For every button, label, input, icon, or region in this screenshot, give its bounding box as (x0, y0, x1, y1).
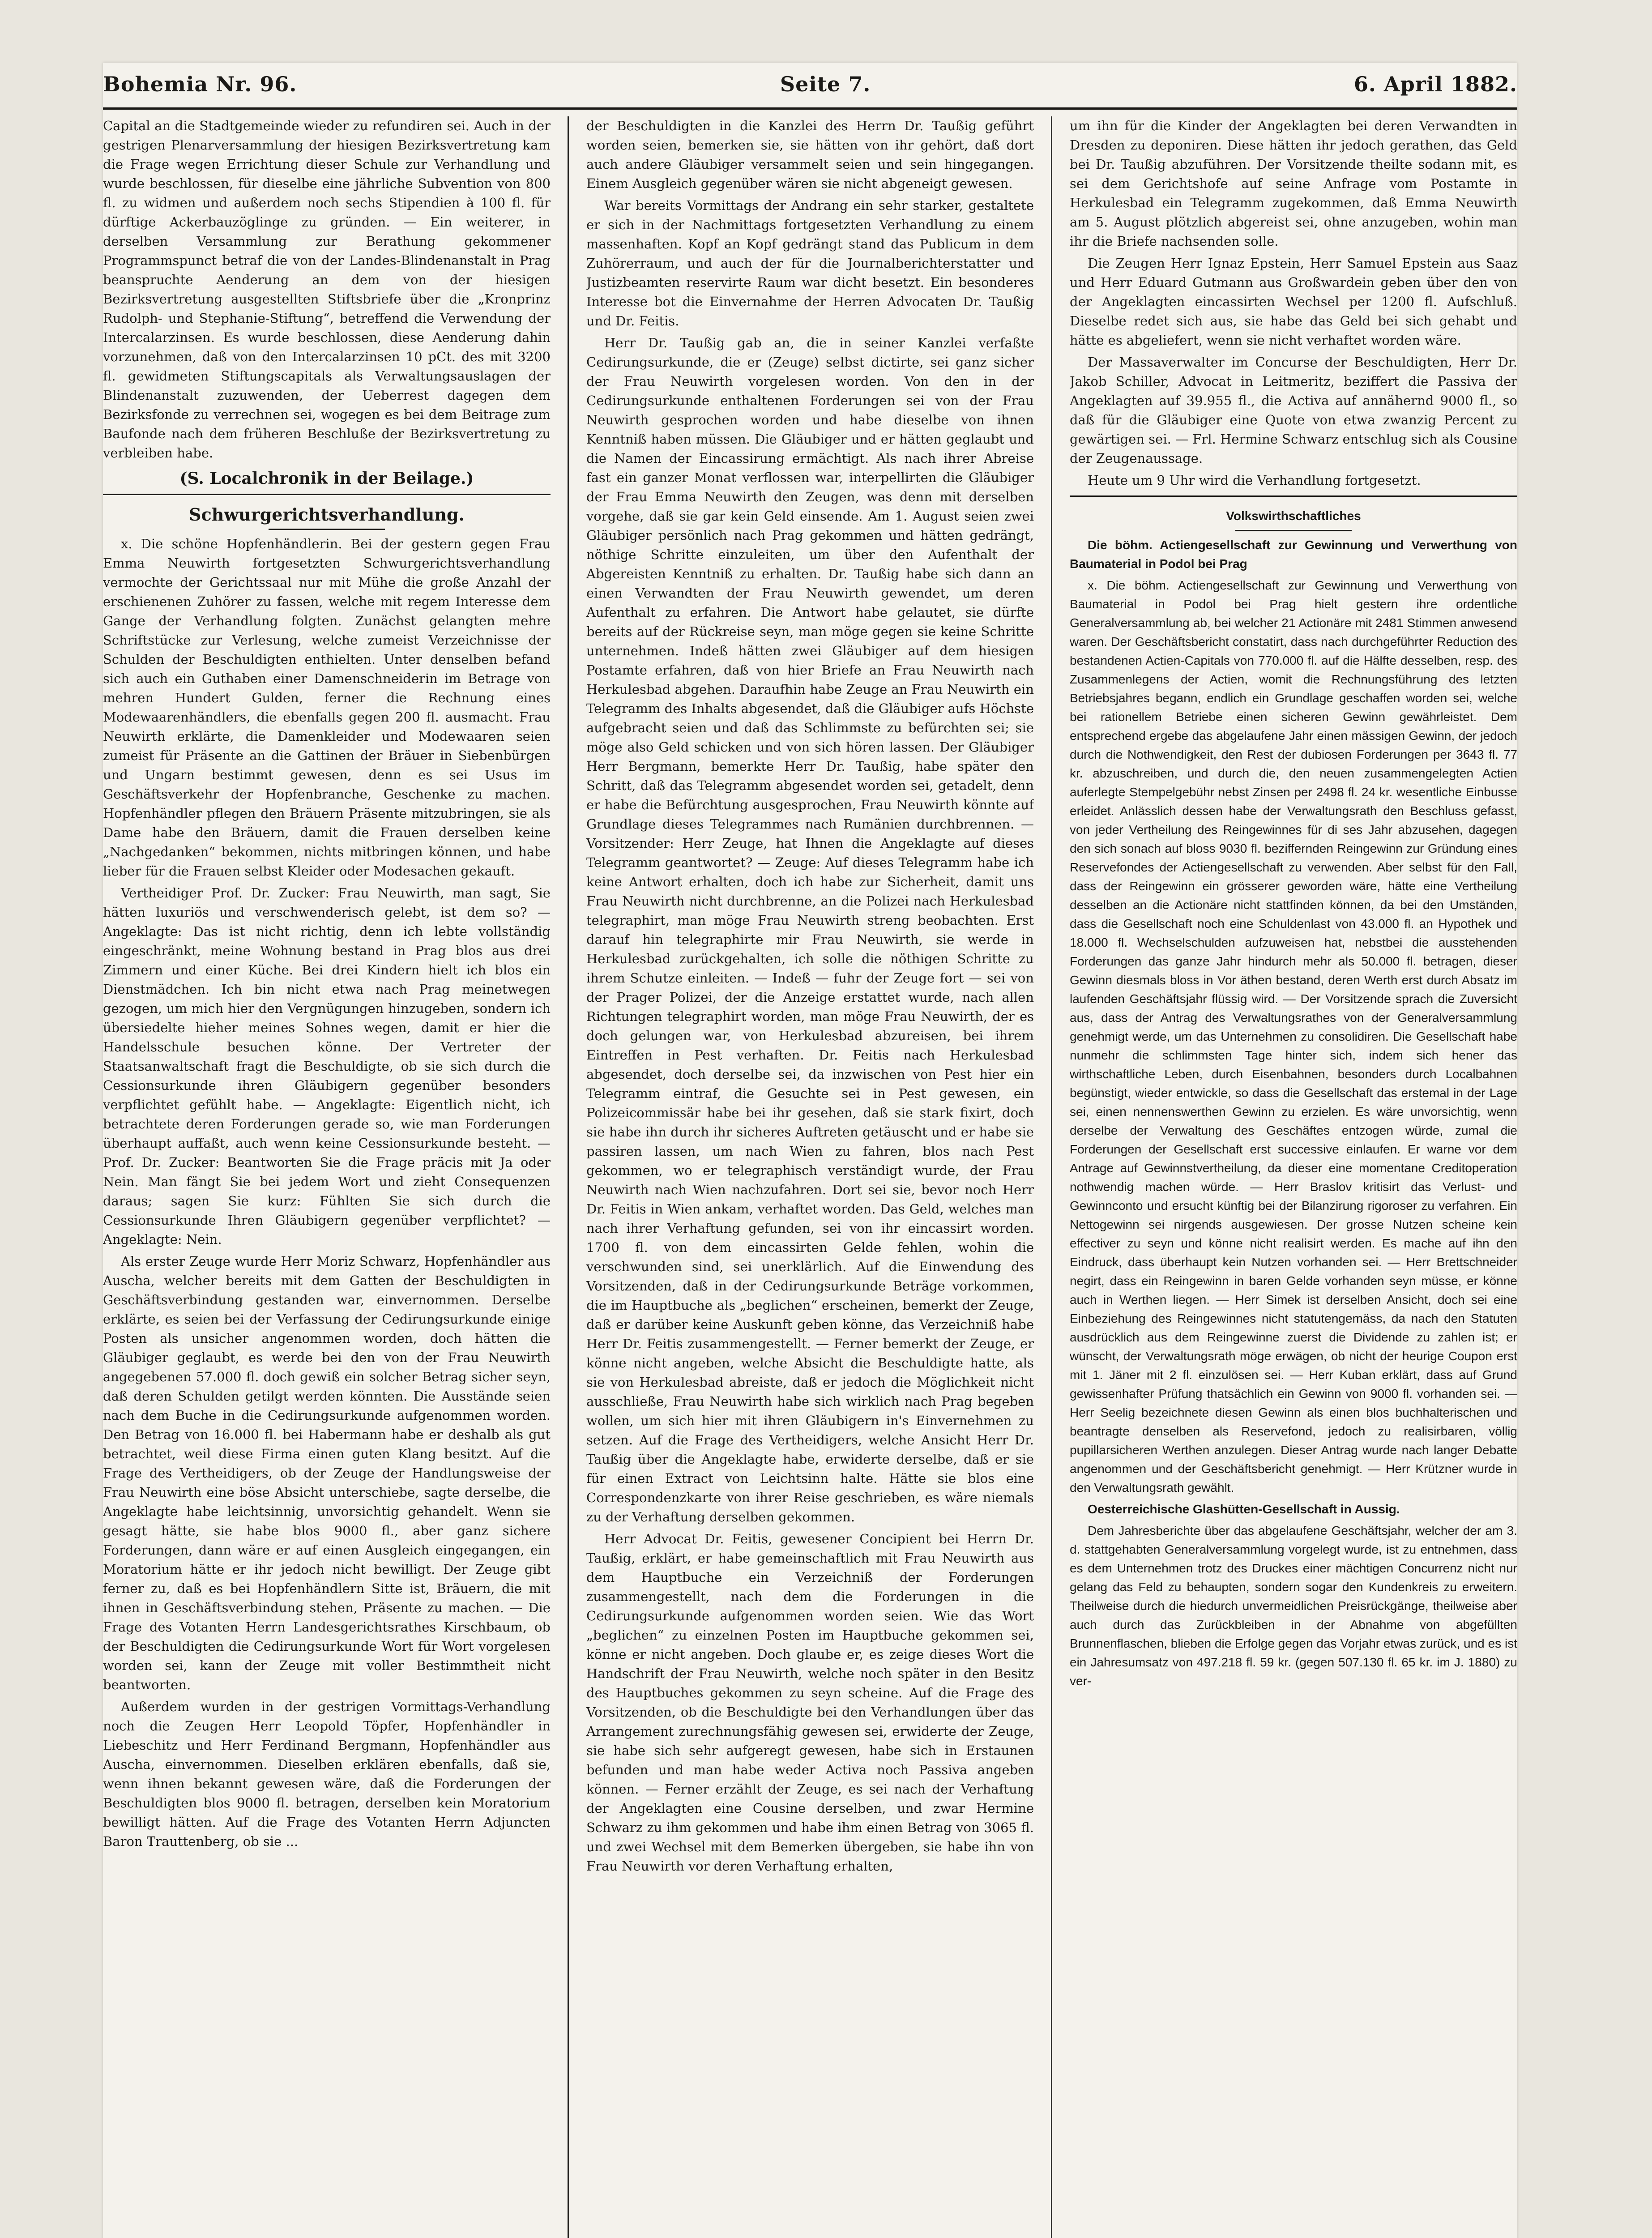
header-date: 6. April 1882. (1353, 72, 1517, 96)
article-paragraph: Heute um 9 Uhr wird die Verhandlung fortgesetzt. (1088, 473, 1421, 488)
article-paragraph: Vertheidiger Prof. Dr. Zucker: Frau Neuwirth, man sagt, Sie hätten luxuriös und verschwenderisch gelebt, ist dem so? — Angeklagte: Das ist nicht richtig, denn ich lebte vollständig eingeschränkt, meine Wohnung bestand in Prag blos aus drei Zimmern und einer Küche. Bei drei Kindern hielt ich blos ein Dienstmädchen. Ich bin nicht etwa nach Prag meinetwegen gezogen, um mich hier den Vergnügungen hinzugeben, sondern ich übersiedelte hieher meines Sohnes wegen, damit er hier die Handelsschule besuchen könne. Der Vertreter der Staatsanwaltschaft fragt die Beschuldigte, ob sie sich durch die Cessionsurkunde ihren Gläubigern gegenüber besonders verpflichtet gefühlt habe. — Angeklagte: Eigentlich nicht, ich betrachtete deren Forderungen gerade so, wie man Forderungen überhaupt auffaßt, auch wenn keine Cessionsurkunde besteht. — Prof. Dr. Zucker: Beantworten Sie die Frage präcis mit Ja oder Nein. Man fängt Sie bei jedem Wort und zieht Consequenzen daraus; sagen Sie kurz: Fühlten Sie sich durch die Cessionsurkunde Ihren Gläubigern gegenüber verpflichtet? — Angeklagte: Nein. (103, 885, 551, 1247)
court-section-heading: Schwurgerichtsverhandlung. (189, 504, 465, 525)
article-paragraph: War bereits Vormittags der Andrang ein sehr starker, gestaltete er sich in der Nachmittags fortgesetzten Verhandlung zu einem massenhaften. Kopf an Kopf gedrängt stand das Publicum in dem Zuhörerraum, und auch der für die Journalberichterstatter und Justizbeamten reservirte Raum war dicht besetzt. Ein besonderes Interesse bot die Einvernahme der Herren Advocaten Dr. Taußig und Dr. Feitis. (586, 198, 1034, 329)
article-paragraph: Die Zeugen Herr Ignaz Epstein, Herr Samuel Epstein aus Saaz und Herr Eduard Gutmann aus Großwardein geben über den von der Angeklagten eincassirten Wechsel per 1200 fl. Aufschluß. Dieselbe redet sich aus, sie habe das Geld bei sich gehabt und hätte es abgeliefert, wenn sie nicht verhaftet worden wäre. (1070, 256, 1517, 348)
article-paragraph: Capital an die Stadtgemeinde wieder zu refundiren sei. Auch in der gestrigen Plenarversammlung der hiesigen Bezirksvertretung kam die Frage wegen Errichtung dieser Schule zur Verhandlung und wurde beschlossen, für dieselbe eine jährliche Subvention von 800 fl. zu widmen und außerdem noch sechs Stipendien à 100 fl. für dürftige Ackerbauzöglinge zu gründen. — Ein weiterer, in derselben Versammlung zur Berathung gekommener Programmspunct betraf die von der Landes-Blindenanstalt in Prag beanspruchte Aenderung an dem von der hiesigen Bezirksvertretung ausgestellten Stiftsbriefe über die „Kronprinz Rudolph- und Stephanie-Stiftung“, betreffend die Verwendung der Intercalarzinsen. Es wurde beschlossen, diese Aenderung dahin vorzunehmen, daß von den Intercalarzinsen 10 pCt. des mit 3200 fl. gewidmeten Stiftungscapitals als Verwaltungsauslagen der Blindenanstalt zuzuwenden, der Ueberrest dagegen dem Bezirksfonde zu verrechnen sei, wogegen es bei dem Beitrage zum Baufonde nach dem früheren Beschluße der Bezirksvertretung zu verbleiben habe. (103, 118, 551, 461)
local-chronicle-reference: (S. Localchronik in der Beilage.) (179, 469, 474, 488)
economy-paragraph: x. Die böhm. Actiengesellschaft zur Gewinnung und Verwerthung von Baumaterial in Podol bei Prag hielt gestern ihre ordentliche Generalversammlung ab, bei welcher 21 Actionäre mit 2481 Stimmen anwesend waren. Der Geschäftsbericht constatirt, dass nach durchgeführter Reduction des bestandenen Actien-Capitals von 770.000 fl. auf die Hälfte desselben, resp. des Zusammenlegens der Actien, womit die Rechnungsführung des letzten Betriebsjahres begann, endlich ein Grundlage geschaffen worden sei, welche bei rationellem Betriebe einen sicheren Gewinn gewährleistet. Dem entsprechend ergebe das abgelaufene Jahr einen mässigen Gewinn, der jedoch durch die Nothwendigkeit, den Rest der dubiosen Forderungen per 3643 fl. 77 kr. abzuschreiben, und durch die, den neuen zusammengelegten Actien auferlegte Stempelgebühr nebst Zinsen per 2498 fl. 24 kr. wesentliche Einbusse erleidet. Anlässlich dessen habe der Verwaltungsrath den Beschluss gefasst, von jeder Vertheilung des Reingewinnes für di ses Jahr abzusehen, dagegen den sich sonach auf bloss 9030 fl. beziffernden Reingewinn zur Gründung eines Reservefondes der Actiengesellschaft zu verwenden. Aber selbst für den Fall, dass der Reingewinn ein grösserer geworden wäre, hätte eine Vertheilung desselben an die Actionäre nicht stattfinden können, da bei den Umständen, dass die Gesellschaft noch eine Schuldenlast von 43.000 fl. an Hypothek und 18.000 fl. Wechselschulden aufzuweisen hat, nebstbei die ausstehenden Forderungen das ganze Jahr hindurch mehr als 50.000 fl. betragen, dieser Gewinn diesmals bloss in Vor äthen bestand, deren Werth erst durch Absatz im laufenden Geschäftsjahr flüssig wird. — Der Vorsitzende sprach die Zuversicht aus, dass der Antrag des Verwaltungsrathes von der Generalversammlung genehmigt werde, um das Unternehmen zu consolidiren. Die Gesellschaft habe nunmehr die schlimmsten Tage hinter sich, indem sich hener das wirthschaftliche Leben, durch Eisenbahnen, besonders durch Localbahnen begünstigt, wieder entwickle, so dass die Gesellschaft das erstemal in der Lage sei, einen nennenswerthen Gewinn zu erzielen. Es wäre unvorsichtig, wenn derselbe der Verwaltung des Geschäftes entzogen würde, zumal die Forderungen der Gesellschaft erst successive einlaufen. Er warne vor dem Antrage auf Gewinnstvertheilung, da dieser eine momentane Creditoperation nothwendig machen würde. — Herr Braslov kritisirt das Verlust- und Gewinnconto und ersucht künftig bei der Bilanzirung rigoroser zu verfahren. Ein Nettogewinn sei nirgends ausgewiesen. Der grosse Nutzen scheine kein effectiver zu seyn und könne nicht realisirt werden. Es mache auf ihn den Eindruck, dass überhaupt kein Nutzen vorhanden sei. — Herr Brettschneider negirt, dass ein Reingewinn in baren Gelde vorhanden seyn müsse, er könne auch in Werthen liegen. — Herr Simek ist derselben Ansicht, doch sei eine Einbeziehung des Reingewinnes nicht statutengemäss, da nach den Statuten ausdrücklich aus dem Reingewinne zuerst die Dividende zu zahlen ist; er wünscht, der Verwaltungsrath möge erwägen, ob nicht der heurige Coupon erst mit 1. Jäner mit 2 fl. einzulösen sei. — Herr Kuban erklärt, dass auf Grund gewissenhafter Prüfung thatsächlich ein Gewinn von 9000 fl. vorhanden sei. — Herr Seelig bezeichnete diesen Gewinn als einen blos buchhalterischen und beantragte denselben als Reservefond, jedoch zu realisirbaren, völlig pupillarsicheren Werthen anzulegen. Dieser Antrag wurde nach langer Debatte angenommen und der Geschäftsbericht genehmigt. — Herr Krützner wurde in den Verwaltungsrath gewählt. (1070, 578, 1517, 1495)
article-paragraph: Der Massaverwalter im Concurse der Beschuldigten, Herr Dr. Jakob Schiller, Advocat in Leitmeritz, beziffert die Passiva der Angeklagten auf 39.955 fl., die Activa auf annähernd 9000 fl., so daß für die Gläubiger eine Quote von etwa zwanzig Percent zu gewärtigen sei. — Frl. Hermine Schwarz entschlug sich als Cousine der Zeugenaussage. (1070, 354, 1517, 466)
column-divider (568, 116, 569, 2238)
column-1 (103, 116, 551, 2238)
article-paragraph: Außerdem wurden in der gestrigen Vormittags-Verhandlung noch die Zeugen Herr Leopold Töpfer, Hopfenhändler in Liebeschitz und Herr Ferdinand Bergmann, Hopfenhändler aus Auscha, einvernommen. Dieselben erklären ebenfalls, daß sie, wenn ihnen bekannt gewesen wäre, daß die Forderungen der Beschuldigten blos 9000 fl. betragen, derselben kein Moratorium bewilligt hätten. Auf die Frage des Votanten Herrn Adjuncten Baron Trauttenberg, ob sie ... (103, 1699, 551, 1849)
header-rule (103, 107, 1517, 110)
article-paragraph: Als erster Zeuge wurde Herr Moriz Schwarz, Hopfenhändler aus Auscha, welcher bereits mit dem Gatten der Beschuldigten in Geschäftsverbindung gestanden war, einvernommen. Derselbe erklärte, es seien bei der Verfassung der Cedirungsurkunde einige Posten als unsicher angenommen worden, doch hätten die Gläubiger geglaubt, es werde bei den von der Frau Neuwirth angegebenen 57.000 fl. doch gewiß ein solcher Betrag sicher seyn, daß deren Schulden getilgt werden könnten. Die Ausstände seien nach dem Buche in die Cedirungsurkunde aufgenommen worden. Den Betrag von 16.000 fl. bei Habermann habe er deshalb als gut betrachtet, weil diese Firma einen guten Klang besitzt. Auf die Frage des Vertheidigers, ob der Zeuge der Handlungsweise der Frau Neuwirth eine böse Absicht unterschiebe, sagte derselbe, die Angeklagte habe leichtsinnig, unvorsichtig gehandelt. Wenn sie gesagt hätte, sie habe blos 9000 fl., aber ganz sichere Forderungen, dann wäre er auf einen Ausgleich eingegangen, ein Moratorium hätte er ihr jedoch nicht bewilligt. Der Zeuge gibt ferner zu, daß es bei Hopfenhändlern Sitte ist, Bräuern, die mit ihnen in Geschäftsverbindung stehen, Präsente zu machen. — Die Frage des Votanten Herrn Landesgerichtsrathes Kirschbaum, ob der Beschuldigten die Cedirungsurkunde Wort für Wort vorgelesen worden sei, kann der Zeuge mit voller Bestimmtheit nicht beantworten. (103, 1254, 551, 1692)
header-issue: Bohemia Nr. 96. (103, 72, 297, 96)
economy-paragraph: Dem Jahresberichte über das abgelaufene Geschäftsjahr, welcher der am 3. d. stattgehabten Generalversammlung vorgelegt wurde, ist zu entnehmen, dass es dem Unternehmen trotz des Druckes einer mächtigen Concurrenz nicht nur gelang das Feld zu behaupten, sondern sogar den Kundenkreis zu erweitern. Theilweise durch die hiedurch unvermeidlichen Preisrückgänge, theilweise aber auch durch das Zurückbleiben in der Abnahme von abgefüllten Brunnenflaschen, blieben die Erfolge gegen das Vorjahr etwas zurück, und es ist ein Jahresumsatz von 497.218 fl. 59 kr. (gegen 507.130 fl. 65 kr. im J. 1880) zu ver- (1070, 1524, 1517, 1688)
column-divider (1051, 116, 1052, 2238)
column-2 (586, 116, 1034, 2238)
article-paragraph: um ihn für die Kinder der Angeklagten bei deren Verwandten in Dresden zu deponiren. Diese hätten ihr jedoch gerathen, das Geld bei Dr. Taußig abzuführen. Der Vorsitzende theilte sodann mit, es sei dem Gerichtshofe auf seine Anfrage vom Postamte in Herkulesbad ein Telegramm zugekommen, daß Emma Neuwirth am 5. August plötzlich abgereist sei, ohne anzugeben, wohin man ihr die Briefe nachsenden solle. (1070, 118, 1517, 249)
article-paragraph: der Beschuldigten in die Kanzlei des Herrn Dr. Taußig geführt worden seien, bemerken sie, sie hätten von ihr gehört, daß dort auch andere Gläubiger versammelt seien und sein hingegangen. Einem Ausgleich gegenüber wären sie nicht abgeneigt gewesen. (586, 118, 1034, 191)
heading-rule (1235, 530, 1352, 531)
page-header (103, 63, 1517, 105)
economy-section-heading: Volkswirthschaftliches (1226, 509, 1361, 523)
economy-item-title: Die böhm. Actiengesellschaft zur Gewinnung und Verwerthung von Baumaterial in Podol bei Prag (1070, 538, 1517, 571)
article-paragraph: x. Die schöne Hopfenhändlerin. Bei der gestern gegen Frau Emma Neuwirth fortgesetzten Schwurgerichtsverhandlung vermochte der Gerichtssaal nur mit Mühe die große Anzahl der erschienenen Zuhörer zu fassen, welche mit regem Interesse dem Gange der Verhandlung folgten. Zunächst gelangten mehre Schriftstücke zur Verlesung, welche zumeist Verzeichnisse der Schulden der Beschuldigten enthielten. Unter denselben befand sich auch ein Guthaben einer Damenschneiderin im Betrage von mehren Hundert Gulden, ferner die Rechnung eines Modewaarenhändlers, die ebenfalls gegen 200 fl. ausmacht. Frau Neuwirth erklärte, die Damenkleider und Modewaaren seien zumeist für Präsente an die Gattinen der Bräuer in Siebenbürgen und Ungarn bestimmt gewesen, denn es sei Usus im Geschäftsverkehr der Hopfenbranche, Geschenke zu machen. Hopfenhändler pflegen den Bräuern Präsente mitzubringen, sie als Dame habe den Bräuern, damit die Frauen derselben keine „Nachgedanken“ bekommen, nichts mitbringen können, und habe lieber für die Frauen selbst Kleider oder Modesachen gekauft. (103, 536, 551, 879)
section-rule (103, 494, 551, 495)
economy-paragraph (1070, 536, 1517, 573)
section-rule (1070, 495, 1517, 497)
newspaper-page (103, 63, 1517, 2238)
article-paragraph: Herr Advocat Dr. Feitis, gewesener Concipient bei Herrn Dr. Taußig, erklärt, er habe gemeinschaftlich mit Frau Neuwirth aus dem Hauptbuche ein Verzeichniß der Forderungen zusammengestellt, nach dem die Forderungen in die Cedirungsurkunde aufgenommen worden seien. Wie das Wort „beglichen“ zu einzelnen Posten im Hauptbuche gekommen sei, könne er nicht angeben. Doch glaube er, es zeige dieses Wort die Handschrift der Frau Neuwirth, welche noch später in den Besitz des Hauptbuches gekommen zu seyn scheine. Auf die Frage des Vorsitzenden, ob die Beschuldigte bei den Verhandlungen über das Arrangement zurechnungsfähig gewesen sei, erwiderte der Zeuge, sie habe sich sehr aufgeregt gewesen, habe sich in Erstaunen befunden und man habe weder Activa noch Passiva angeben können. — Ferner erzählt der Zeuge, es sei nach der Verhaftung der Angeklagten eine Cousine derselben, und zwar Hermine Schwarz zu ihm gekommen und habe ihm einen Betrag von 3065 fl. und zwei Wechsel mit dem Bemerken übergeben, sie habe ihn von Frau Neuwirth vor deren Verhaftung erhalten, (586, 1531, 1034, 1874)
header-page-number: Seite 7. (780, 72, 871, 96)
heading-rule (269, 529, 385, 530)
economy-item-title: Oesterreichische Glashütten-Gesellschaft in Aussig. (1088, 1502, 1400, 1516)
article-paragraph: Herr Dr. Taußig gab an, die in seiner Kanzlei verfaßte Cedirungsurkunde, die er (Zeuge) selbst dictirte, sei ganz sicher der Frau Neuwirth vorgelesen worden. Von den in der Cedirungsurkunde enthaltenen Forderungen sei von der Frau Neuwirth gesprochen worden und habe dieselbe von ihnen Kenntniß haben müssen. Die Gläubiger und er hätten geglaubt und die Namen der Eincassirung ermächtigt. Als nach ihrer Abreise fast ein ganzer Monat verflossen war, interpellirten die Gläubiger der Frau Emma Neuwirth den Zeugen, was denn mit derselben vorgehe, daß sie gar kein Geld einsende. Am 1. August seien zwei Gläubiger persönlich nach Prag gekommen und hätten gedrängt, nöthige Schritte einzuleiten, um über den Aufenthalt der Abgereisten Kenntniß zu erhalten. Dr. Taußig habe sich dann an einen Verwandten der Frau Neuwirth gewendet, um deren Aufenthalt zu erfahren. Die Antwort habe gelautet, sie dürfte bereits auf der Rückreise seyn, man möge gegen sie keine Schritte unternehmen. Indeß hätten zwei Gläubiger auf dem hiesigen Postamte erfahren, daß von hier Briefe an Frau Neuwirth nach Herkulesbad abgehen. Daraufhin habe Zeuge an Frau Neuwirth ein Telegramm des Inhalts abgesendet, daß die Gläubiger aufs Höchste aufgebracht seien und daß das Schlimmste zu befürchten sei; sie möge also Geld schicken und von sich hören lassen. Der Gläubiger Herr Bergmann, bemerkte Herr Dr. Taußig, habe später den Schritt, daß das Telegramm abgesendet worden sei, getadelt, denn er habe die Befürchtung ausgesprochen, Frau Neuwirth könnte auf Grundlage dieses Telegrammes nach Rumänien durchbrennen. — Vorsitzender: Herr Zeuge, hat Ihnen die Angeklagte auf dieses Telegramm geantwortet? — Zeuge: Auf dieses Telegramm habe ich keine Antwort erhalten, doch ich habe zur Sicherheit, damit uns Frau Neuwirth nicht durchbrenne, an die Polizei nach Herkulesbad telegraphirt, man möge Frau Neuwirth streng beobachten. Erst darauf hin telegraphirte mir Frau Neuwirth, sie werde in Herkulesbad zurückgehalten, ich solle die nöthigen Schritte zu ihrem Schutze einleiten. — Indeß — fuhr der Zeuge fort — sei von der Prager Polizei, der die Anzeige erstattet wurde, nach allen Richtungen telegraphirt worden, man möge Frau Neuwirth, der es doch gelungen war, von Herkulesbad abzureisen, bei ihrem Eintreffen in Pest verhaften. Dr. Feitis nach Herkulesbad abgesendet, doch derselbe sei, da inzwischen von Pest hier ein Telegramm eintraf, die Gesuchte sei in Pest gewesen, ein Polizeicommissär habe bei ihr gesehen, daß sie stark fixirt, doch sie habe ihn durch ihr sicheres Auftreten getäuscht und er habe sie passiren lassen, um nach Wien zu fahren, blos nach Pest gekommen, wo er telegraphisch verständigt wurde, der Frau Neuwirth nach Wien nachzufahren. Dort sei sie, bevor noch Herr Dr. Feitis in Wien ankam, verhaftet worden. Das Geld, welches man nach ihrer Verhaftung gefunden, sei von ihr eincassirt worden. 1700 fl. von dem eincassirten Gelde fehlen, wohin die verschwunden sind, sei unerklärlich. Auf die Einwendung des Vorsitzenden, daß in der Cedirungsurkunde Beträge vorkommen, die im Hauptbuche als „beglichen“ erscheinen, bemerkt der Zeuge, daß er darüber keine Auskunft geben könne, das Verzeichniß habe Herr Dr. Feitis zusammengestellt. — Ferner bemerkt der Zeuge, er könne nicht angeben, welche Absicht die Beschuldigte hatte, als sie von Herkulesbad abreiste, daß er jedoch die Möglichkeit nicht ausschließe, Frau Neuwirth habe sich wirklich nach Prag begeben wollen, um sich hier mit ihren Gläubigern in's Einvernehmen zu setzen. Auf die Frage des Vertheidigers, welche Ansicht Herr Dr. Taußig über die Angeklagte habe, erwiderte derselbe, daß er sie für einen Extract von Leichtsinn halte. Hätte sie blos eine Correspondenzkarte von ihrer Reise geschrieben, es wäre niemals zu der Verhaftung derselben gekommen. (586, 335, 1034, 1525)
column-3 (1070, 116, 1517, 2238)
